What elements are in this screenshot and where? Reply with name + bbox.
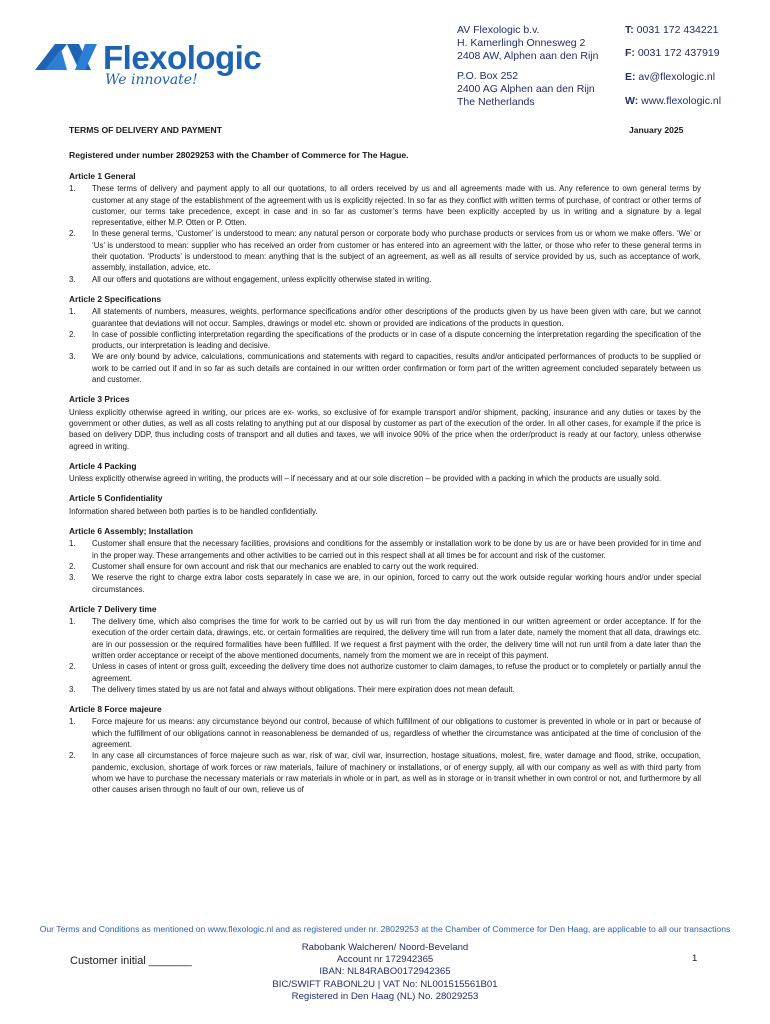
document-date: January 2025: [629, 125, 684, 135]
article-item: 2. Unless in cases of intent or gross guilt, exceeding the delivery time does not authorize customer to claim damages, to refuse the product or to completely or partially annul the agreement.: [69, 662, 701, 683]
article-text: Unless explicitly otherwise agreed in writing, the products will – if necessary and at our sole discretion – be provided with a packing in which the products are usually sold.: [69, 474, 662, 484]
bank-details: [0, 942, 770, 1003]
postal-line: 2400 AG Alphen aan den Rijn: [457, 82, 595, 95]
article-text: Information shared between both parties is to be handled confidentially.: [69, 506, 318, 516]
customer-initial-field[interactable]: Customer initial _______: [70, 955, 192, 967]
logo-tagline: We innovate!: [105, 72, 198, 88]
bank-line: Account nr 172942365: [336, 954, 434, 966]
article-item: 2. Customer shall ensure for own account and risk that our mechanics are enabled to carry out the work required.: [69, 561, 479, 571]
article-item: 1. Customer shall ensure that the necessary facilities, provisions and conditions for the assembly or installation work to be done by us are or have been provided for in time and in the proper way. These arrangements and other activities to be carried out in this respect shall at all times be for account and risk of the customer.: [69, 539, 701, 560]
article-item: 3. We are only bound by advice, calculations, communications and statements with regard to capacities, results and/or anticipated performances of products to be supplied or work to be carried out if and in so far as such details are contained in our written order confirmation or form part of the written agreement concluded separately between us and customer.: [69, 352, 701, 385]
email-contact[interactable]: E: av@flexologic.nl: [625, 71, 716, 83]
article-item: 2. In these general terms, ‘Customer’ is understood to mean: any natural person or corporate body who purchase products or services from us or whom we make offers. ‘We’ or ‘Us’ is understood to mean: supplier who has received an order from customer or has entered into an agreement with the latter, or those who refer to these general terms in their quotation. ‘Products’ is understood to mean: anything that is the subject of an agreement, as well as all results of service provided by us, such as acceptance of work, assembly, installation, advice, etc.: [69, 229, 701, 273]
article-2: [69, 294, 701, 385]
address-line: 2408 AW, Alphen aan den Rijn: [457, 49, 599, 62]
postal-address: [457, 70, 595, 108]
article-4: [69, 461, 701, 485]
article-8: [69, 704, 701, 795]
page-number: 1: [692, 953, 698, 964]
registration-statement: Registered under number 28029253 with the Chamber of Commerce for The Hague.: [69, 150, 409, 160]
article-title: Article 7 Delivery time: [69, 603, 157, 614]
article-text: Unless explicitly otherwise agreed in writing, our prices are ex- works, so exclusive of for example transport and/or shipment, packing, insurance and any duties or taxes by the government or other duties, as well as all costs relating to anything put at our disposal by customer as part of the execution of the order. In all other cases, for example if the price is based on delivery DDP, thus including costs of transport and all duties and taxes, we will invoice 90% of the price when the order/product is ready at our factory, unless otherwise agreed in writing.: [69, 407, 701, 451]
article-5: [69, 493, 701, 517]
bank-line: BIC/SWIFT RABONL2U | VAT No: NL001515561B01: [272, 978, 498, 990]
article-6: [69, 526, 701, 595]
article-title: Article 6 Assembly; Installation: [69, 526, 193, 537]
article-item: 2. In any case all circumstances of force majeure such as war, risk of war, civil war, insurrection, hostage situations, molest, fire, water damage and flood, strike, occupation, pandemic, exclusion, shortage of work forces or raw materials, failure of machinery or installations, or of energy supply, all with our company as well as with third party from whom we have to purchase the necessary materials or raw materials in whole or in part, as well as in storage or in transit whether in own control or not, and furthermore by all other causes arisen through no fault of our own, relieve us of: [69, 751, 701, 795]
address-line: H. Kamerlingh Onnesweg 2: [457, 36, 586, 49]
article-1: [69, 171, 701, 285]
article-item: 2. In case of possible conflicting interpretation regarding the specifications of the products or in case of a dispute concerning the interpretation regarding the specification of the products, our interpretation is leading and decisive.: [69, 329, 701, 351]
bank-line: Rabobank Walcheren/ Noord-Beveland: [301, 942, 469, 953]
terms-footer-note: Our Terms and Conditions as mentioned on www.flexologic.nl and as registered under nr. 28029253 at the Chamber of Commerce for Den Haag, are applicable to all our transactions: [39, 924, 731, 934]
bank-line: Registered in Den Haag (NL) No. 28029253: [291, 990, 479, 1002]
article-title: Article 5 Confidentiality: [69, 493, 163, 504]
terms-body: [69, 171, 701, 805]
address-line: AV Flexologic b.v.: [457, 24, 540, 36]
article-item: 3. The delivery times stated by us are not fatal and always without obligations. Their mere expiration does not mean default.: [69, 684, 515, 694]
article-title: Article 8 Force majeure: [69, 704, 162, 715]
postal-line: P.O. Box 252: [457, 70, 519, 82]
article-title: Article 2 Specifications: [69, 293, 162, 304]
article-item: 1. Force majeure for us means: any circumstance beyond our control, because of which fulfillment of our obligations to customer is prevented in whole or in part or because of which the fulfillment of our obligations cannot in reasonableness be demanded of us, regardless of whether the circumstance was anticipated at the time of conclusion of the agreement.: [69, 717, 701, 750]
article-title: Article 4 Packing: [69, 460, 137, 471]
article-item: 1. All statements of numbers, measures, weights, performance specifications and/or other descriptions of the products given by us have been given with care, but we cannot guarantee that deviations will not occur. Samples, drawings or model etc. shown or provided are indications of the products in question.: [69, 307, 701, 328]
phone-contact: T: 0031 172 434221: [625, 24, 719, 36]
logo-wordmark: Flexologic: [103, 39, 262, 76]
bank-line: IBAN: NL84RABO0172942365: [319, 966, 451, 978]
website-contact[interactable]: W: www.flexologic.nl: [625, 95, 722, 107]
document-title: TERMS OF DELIVERY AND PAYMENT: [69, 125, 222, 135]
article-item: 1. The delivery time, which also comprises the time for work to be carried out by us will run from the day mentioned in our written agreement or order acceptance. If for the execution of the order certain data, drawings, etc. or certain formalities are required, the delivery time will run from a later date, namely the moment that all data, drawings etc. are in our possession or the required formalities have been fulfilled. If we request a first payment with the order, the delivery time will not run until from a date later than the written order acceptance or receipt of the above mentioned documents, namely from the moment we are in receipt of this payment.: [69, 617, 701, 660]
article-title: Article 1 General: [69, 171, 136, 181]
article-7: [69, 604, 701, 695]
article-item: 3. We reserve the right to charge extra labor costs separately in case we are, in our opinion, forced to carry out the work outside regular working hours and/or under special circumstances.: [69, 573, 701, 594]
company-address: [457, 24, 598, 62]
postal-line: The Netherlands: [457, 95, 535, 108]
article-item: 3. All our offers and quotations are without engagement, unless explicitly otherwise stated in writing.: [69, 274, 432, 284]
fax-contact: F: 0031 172 437919: [625, 47, 720, 59]
article-item: 1. These terms of delivery and payment apply to all our quotations, to all orders received by us and all agreements made with us. Any reference to own general terms by customer at any stage of the establishment of the agreement with us is explicitly rejected. In so far as they conflict with written terms of purchase, of contract or other terms of customer, our terms take precedence, except in case and in so far as customer’s terms have been explicitly accepted by us in writing and a signature by a legal representative, either M.P. Otten or P. Otten.: [69, 184, 701, 228]
article-3: [69, 394, 701, 451]
article-title: Article 3 Prices: [69, 394, 130, 405]
